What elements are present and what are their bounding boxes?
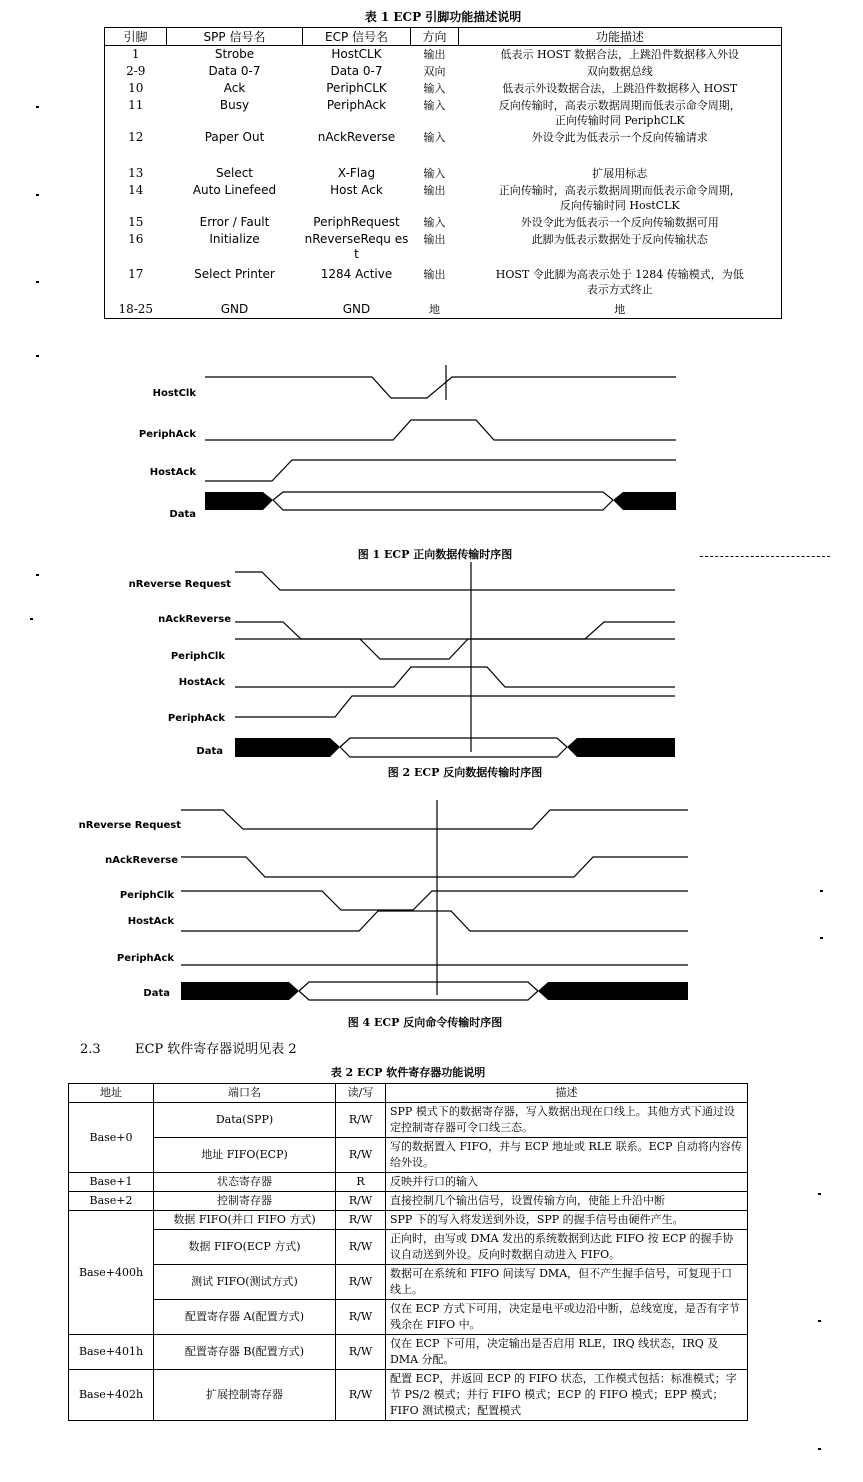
scan-dot xyxy=(30,618,33,620)
table2-header-rw: 读/写 xyxy=(336,1084,386,1103)
table2-row xyxy=(69,1173,748,1192)
table2-header-addr: 地址 xyxy=(69,1084,154,1103)
table2-cell-name: 状态寄存器 xyxy=(154,1173,336,1192)
table1-cell-desc xyxy=(459,214,782,231)
table1-cell-ecp: 1284 Active xyxy=(320,267,393,281)
table1-cell-desc xyxy=(459,46,782,64)
table1-row xyxy=(105,165,782,182)
table2-cell-rw: R/W xyxy=(336,1192,386,1211)
table2-cell-rw: R/W xyxy=(336,1211,386,1230)
fig2-caption: 图 2 ECP 反向数据传输时序图 xyxy=(387,766,543,779)
table1-cell-pin: 11 xyxy=(128,98,144,112)
fig4-data-bus-upper xyxy=(299,982,538,991)
table2-cell-desc: 仅在 ECP 方式下可用，决定是电平或边沿中断，总线宽度，是否有字节残余在 FIFO 中。 xyxy=(386,1300,748,1335)
fig2-label-periphclk: PeriphClk xyxy=(170,651,225,662)
fig4-timing-diagram xyxy=(0,800,863,1010)
table1-desc-line: 双向数据总线 xyxy=(586,65,653,78)
fig4-label-nreverse-request: nReverse Request xyxy=(78,820,181,831)
table2-cell-desc: 仅在 ECP 下可用，决定输出是否启用 RLE，IRQ 线状态，IRQ 及 DMA 分配。 xyxy=(386,1335,748,1370)
scan-dot xyxy=(818,1320,821,1322)
table2-cell-desc: 配置 ECP，并返回 ECP 的 FIFO 状态，工作模式包括：标准模式；字节 PS/2 模式；并行 FIFO 模式；ECP 的 FIFO 模式；EPP 模式；FIFO 测试模式；配置模式 xyxy=(386,1370,748,1421)
table2-cell-addr: Base+0 xyxy=(69,1103,154,1173)
table1-cell-spp: Select xyxy=(215,166,254,180)
fig1-label-hostack: HostAck xyxy=(149,467,196,478)
table1-cell-spp: Data 0-7 xyxy=(208,64,261,78)
table2-cell-addr: Base+1 xyxy=(69,1173,154,1192)
fig1-data-block-left xyxy=(205,492,273,510)
table1-cell-ecp: nReverseRequ est xyxy=(304,232,409,261)
fig1-hostclk-wave xyxy=(205,377,676,398)
table1-header-dir: 方向 xyxy=(411,28,459,46)
table2-row xyxy=(69,1300,748,1335)
table1-desc-line: 反向传输时，高表示数据周期而低表示命令周期， xyxy=(498,99,741,112)
table2-cell-name: 数据 FIFO(并口 FIFO 方式) xyxy=(154,1211,336,1230)
fig1-label-periphack: PeriphAck xyxy=(138,429,196,440)
fig1-label-hostclk: HostClk xyxy=(152,388,196,399)
fig2-data-block-right xyxy=(567,738,675,757)
table1-cell-dir: 输出 xyxy=(423,268,446,281)
section-number: 2.3 xyxy=(80,1042,101,1057)
table1-row xyxy=(105,46,782,64)
table1-cell-pin: 1 xyxy=(131,47,140,61)
table2-caption: 表 2 ECP 软件寄存器功能说明 xyxy=(330,1066,486,1079)
fig1-timing-diagram xyxy=(0,360,863,530)
table2-cell-desc: SPP 下的写入将发送到外设，SPP 的握手信号由硬件产生。 xyxy=(386,1211,748,1230)
table1-desc-line: 外设令此为低表示一个反向传输请求 xyxy=(531,131,708,144)
scan-dot xyxy=(36,194,39,196)
fig2-data-bus-upper xyxy=(340,738,567,747)
fig1-label-data: Data xyxy=(169,509,196,520)
table1-cell-pin: 13 xyxy=(128,166,144,180)
table1-header-desc: 功能描述 xyxy=(459,28,782,46)
scan-dot xyxy=(36,355,39,357)
table1-cell-ecp: PeriphRequest xyxy=(313,215,400,229)
fig1-data-block-right xyxy=(613,492,676,510)
table1-cell-pin: 10 xyxy=(128,81,144,95)
fig4-label-periphclk: PeriphClk xyxy=(119,890,174,901)
fig4-nackreverse-wave xyxy=(181,857,688,877)
table2-cell-name: Data(SPP) xyxy=(154,1103,336,1138)
table1-cell-desc xyxy=(459,266,782,301)
table2-header-name: 端口名 xyxy=(154,1084,336,1103)
table1-desc-line: HOST 令此脚为高表示处于 1284 传输模式，为低 xyxy=(495,268,744,281)
table1-cell-dir: 地 xyxy=(411,301,459,319)
scan-dot xyxy=(36,106,39,108)
section-text: ECP 软件寄存器说明见表 2 xyxy=(134,1042,297,1057)
fig2-label-nackreverse: nAckReverse xyxy=(158,614,231,625)
table1-desc-line: 表示方式终止 xyxy=(586,283,653,296)
section-heading xyxy=(80,1038,297,1057)
table1-desc-line: 地 xyxy=(614,303,626,316)
fig2-data-block-left xyxy=(235,738,340,757)
fig2-hostack-wave xyxy=(235,667,675,687)
table1-cell-pin: 15 xyxy=(128,215,144,229)
table2-cell-rw: R/W xyxy=(336,1230,386,1265)
table1-row xyxy=(105,266,782,301)
fig4-hostack-wave xyxy=(181,911,688,931)
table2-row xyxy=(69,1211,748,1230)
table1-cell-pin: 17 xyxy=(128,267,144,281)
table1-cell-spp: Auto Linefeed xyxy=(192,183,277,197)
table1-cell-spp: Busy xyxy=(219,98,250,112)
table1-row xyxy=(105,182,782,214)
table1-cell-pin: 14 xyxy=(128,183,144,197)
table1-desc-line: 外设令此为低表示一个反向传输数据可用 xyxy=(520,216,719,229)
table2-cell-name: 扩展控制寄存器 xyxy=(154,1370,336,1421)
table2-cell-addr: Base+2 xyxy=(69,1192,154,1211)
scan-dot xyxy=(818,1193,821,1195)
fig1-periphack-wave xyxy=(205,420,676,440)
table1-cell-ecp: PeriphAck xyxy=(326,98,387,112)
table1-cell-spp: Error / Fault xyxy=(199,215,270,229)
table2-row xyxy=(69,1192,748,1211)
fig4-data-bus-lower xyxy=(299,991,538,1000)
table1-cell-ecp: HostCLK xyxy=(331,47,382,61)
table2-cell-rw: R/W xyxy=(336,1265,386,1300)
table2-cell-desc: SPP 模式下的数据寄存器，写入数据出现在口线上。其他方式下通过设定控制寄存器可令口线三态。 xyxy=(386,1103,748,1138)
scan-dot xyxy=(36,281,39,283)
table1-cell-desc xyxy=(459,80,782,97)
table1-row xyxy=(105,97,782,129)
table1-cell-spp: Select Printer xyxy=(194,267,275,281)
table2-cell-desc: 正向时，由写或 DMA 发出的系统数据到达此 FIFO 按 ECP 的握手协议自动送到外设。反向时数据自动进入 FIFO。 xyxy=(386,1230,748,1265)
table2-row xyxy=(69,1265,748,1300)
table2-cell-rw: R xyxy=(336,1173,386,1192)
table1-header-row xyxy=(105,28,782,46)
fig4-periphclk-wave xyxy=(181,891,688,910)
table2-cell-rw: R/W xyxy=(336,1103,386,1138)
table1-caption: 表 1 ECP 引脚功能描述说明 xyxy=(364,10,522,24)
fig2-nackreverse-wave xyxy=(235,622,675,639)
fig4-data-block-right xyxy=(538,982,688,1000)
table1-cell-dir: 双向 xyxy=(423,65,446,78)
table2-cell-addr: Base+400h xyxy=(69,1211,154,1335)
fig1-data-bus-upper xyxy=(273,492,613,500)
table1-desc-line: 扩展用标志 xyxy=(592,167,648,180)
fig1-rule xyxy=(700,556,830,557)
table1-cell-desc xyxy=(459,231,782,266)
table1-header-spp: SPP 信号名 xyxy=(167,28,303,46)
table2-cell-name: 数据 FIFO(ECP 方式) xyxy=(154,1230,336,1265)
table1-cell-desc xyxy=(459,301,782,319)
fig2-label-nreverse-request: nReverse Request xyxy=(128,579,231,590)
table1-cell-desc xyxy=(459,165,782,182)
table1-cell-spp: Initialize xyxy=(209,232,260,246)
table1-cell-desc xyxy=(459,182,782,214)
table2-header-row xyxy=(69,1084,748,1103)
table2-row xyxy=(69,1230,748,1265)
fig1-caption: 图 1 ECP 正向数据传输时序图 xyxy=(357,548,513,561)
table1-cell-spp: Strobe xyxy=(214,47,255,61)
fig2-label-hostack: HostAck xyxy=(178,677,225,688)
table1-cell-spp: GND xyxy=(167,301,303,319)
table1-cell-dir: 输入 xyxy=(423,99,446,112)
fig4-label-hostack: HostAck xyxy=(127,916,174,927)
table1-desc-line: 正向传输时，高表示数据周期而低表示命令周期， xyxy=(498,184,741,197)
table2-row xyxy=(69,1138,748,1173)
table1-cell-ecp: PeriphCLK xyxy=(326,81,387,95)
fig4-nreverse-wave xyxy=(181,810,688,829)
table2-cell-desc: 反映并行口的输入 xyxy=(386,1173,748,1192)
fig4-label-nackreverse: nAckReverse xyxy=(105,855,178,866)
table2-row xyxy=(69,1335,748,1370)
table2 xyxy=(68,1083,748,1421)
scan-dot xyxy=(820,890,823,892)
fig2-nreverse-wave xyxy=(235,572,675,590)
table1-cell-dir: 输出 xyxy=(423,233,446,246)
fig2-periphack-wave xyxy=(235,696,675,717)
table1-row xyxy=(105,80,782,97)
table1-cell-ecp: X-Flag xyxy=(337,166,376,180)
table1-cell-desc xyxy=(459,129,782,165)
table1-cell-dir: 输入 xyxy=(423,82,446,95)
table1-row xyxy=(105,63,782,80)
table1-cell-spp: Ack xyxy=(223,81,246,95)
scan-dot xyxy=(820,937,823,939)
table1 xyxy=(104,27,782,319)
table2-header-desc: 描述 xyxy=(386,1084,748,1103)
table2-cell-name: 控制寄存器 xyxy=(154,1192,336,1211)
table2-cell-desc: 写的数据置入 FIFO，并与 ECP 地址或 RLE 联系。ECP 自动将内容传给外设。 xyxy=(386,1138,748,1173)
table1-cell-spp: Paper Out xyxy=(204,130,265,144)
table1-row xyxy=(105,129,782,165)
table2-cell-desc: 直接控制几个输出信号，设置传输方向，使能上升沿中断 xyxy=(386,1192,748,1211)
table1-header-ecp: ECP 信号名 xyxy=(303,28,411,46)
table2-cell-rw: R/W xyxy=(336,1370,386,1421)
fig2-label-periphack: PeriphAck xyxy=(167,713,225,724)
table2-row xyxy=(69,1370,748,1421)
scan-dot xyxy=(36,574,39,576)
fig2-periphclk-wave xyxy=(235,639,675,659)
table1-desc-line: 此脚为低表示数据处于反向传输状态 xyxy=(531,233,708,246)
table1-cell-pin: 12 xyxy=(128,130,144,144)
table1-cell-dir: 输出 xyxy=(423,48,446,61)
table2-cell-name: 地址 FIFO(ECP) xyxy=(154,1138,336,1173)
fig4-caption: 图 4 ECP 反向命令传输时序图 xyxy=(347,1016,503,1029)
table1-row xyxy=(105,301,782,319)
table1-cell-ecp: Data 0-7 xyxy=(330,64,383,78)
table1-cell-dir: 输出 xyxy=(423,184,446,197)
table1-cell-dir: 输入 xyxy=(423,216,446,229)
table1-cell-ecp: GND xyxy=(303,301,411,319)
table2-cell-desc: 数据可在系统和 FIFO 间读写 DMA，但不产生握手信号，可复现于口线上。 xyxy=(386,1265,748,1300)
table2-cell-name: 配置寄存器 B(配置方式) xyxy=(154,1335,336,1370)
fig2-label-data: Data xyxy=(196,746,223,757)
fig4-data-block-left xyxy=(181,982,299,1000)
table2-cell-rw: R/W xyxy=(336,1138,386,1173)
table1-cell-pin: 16 xyxy=(128,232,144,246)
table1-desc-line: 正向传输时同 PeriphCLK xyxy=(554,114,685,127)
table1-desc-line: 反向传输时同 HostCLK xyxy=(559,199,680,212)
table2-cell-addr: Base+402h xyxy=(69,1370,154,1421)
scan-dot xyxy=(818,1448,821,1450)
table2-row xyxy=(69,1103,748,1138)
table2-cell-rw: R/W xyxy=(336,1300,386,1335)
table1-cell-ecp: Host Ack xyxy=(330,183,383,197)
table1-desc-line: 低表示 HOST 数据合法，上跳沿件数据移入外设 xyxy=(500,48,739,61)
table1-desc-line: 低表示外设数据合法，上跳沿件数据移入 HOST xyxy=(502,82,738,95)
table2-cell-name: 配置寄存器 A(配置方式) xyxy=(154,1300,336,1335)
table2-cell-rw: R/W xyxy=(336,1335,386,1370)
table1-cell-ecp: nAckReverse xyxy=(317,130,396,144)
fig2-timing-diagram xyxy=(0,562,863,762)
table2-cell-addr: Base+401h xyxy=(69,1335,154,1370)
table1-cell-desc xyxy=(459,97,782,129)
table1-cell-pin: 18-25 xyxy=(105,301,167,319)
table1-cell-pin: 2-9 xyxy=(126,64,146,78)
table2-cell-name: 测试 FIFO(测试方式) xyxy=(154,1265,336,1300)
fig4-label-periphack: PeriphAck xyxy=(116,953,174,964)
fig1-hostack-wave xyxy=(205,460,676,481)
fig2-data-bus-lower xyxy=(340,747,567,757)
fig1-data-bus-lower xyxy=(273,500,613,510)
table1-cell-desc xyxy=(459,63,782,80)
table1-row xyxy=(105,231,782,266)
table1-cell-dir: 输入 xyxy=(423,131,446,144)
fig4-label-data: Data xyxy=(143,988,170,999)
table1-cell-dir: 输入 xyxy=(423,167,446,180)
table1-row xyxy=(105,214,782,231)
table1-header-pin: 引脚 xyxy=(105,28,167,46)
